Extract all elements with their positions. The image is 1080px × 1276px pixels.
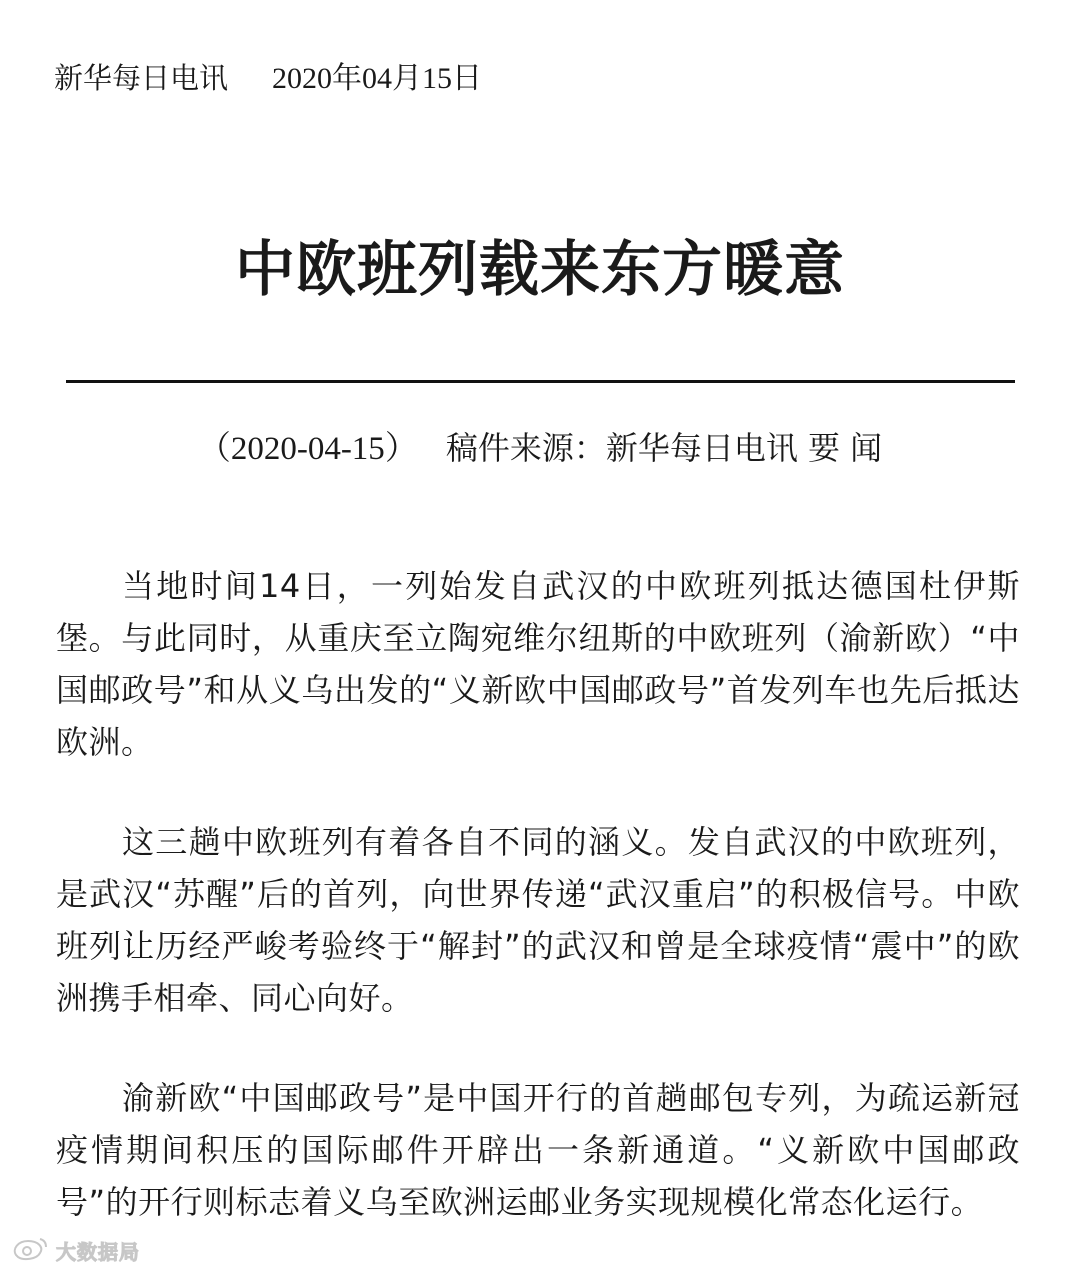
headline-divider	[66, 380, 1015, 383]
article-paragraph: 当地时间14日，一列始发自武汉的中欧班列抵达德国杜伊斯堡。与此同时，从重庆至立陶宛维尔纽斯的中欧班列（渝新欧）“中国邮政号”和从义乌出发的“义新欧中国邮政号”首发列车也先后抵达欧洲。	[56, 567, 1020, 761]
headline: 中欧班列载来东方暖意	[235, 235, 845, 305]
dateline-source: 新华每日电讯	[54, 61, 229, 95]
article-body	[56, 560, 1020, 1276]
article-paragraph: 渝新欧“中国邮政号”是中国开行的首趟邮包专列，为疏运新冠疫情期间积压的国际邮件开辟出一条新通道。“义新欧中国邮政号”的开行则标志着义乌至欧洲运邮业务实现规模化常态化运行。	[56, 1079, 1020, 1221]
meta-open-paren: （	[197, 431, 231, 467]
watermark	[10, 1235, 140, 1265]
meta-date: 2020-04-15	[230, 431, 385, 467]
meta-close-paren: ）	[384, 431, 418, 467]
dateline-date: 2020年04月15日	[272, 62, 483, 95]
article-meta	[0, 426, 1080, 471]
watermark-text: 大数据局	[56, 1239, 140, 1264]
dateline	[54, 58, 482, 99]
article-paragraph: 这三趟中欧班列有着各自不同的涵义。发自武汉的中欧班列，是武汉“苏醒”后的首列，向世界传递“武汉重启”的积极信号。中欧班列让历经严峻考验终于“解封”的武汉和曾是全球疫情“震中”的欧洲携手相牵、同心向好。	[56, 823, 1020, 1017]
meta-source: 稿件来源：新华每日电讯 要 闻	[445, 429, 883, 467]
weibo-style-logo-icon	[10, 1235, 50, 1265]
